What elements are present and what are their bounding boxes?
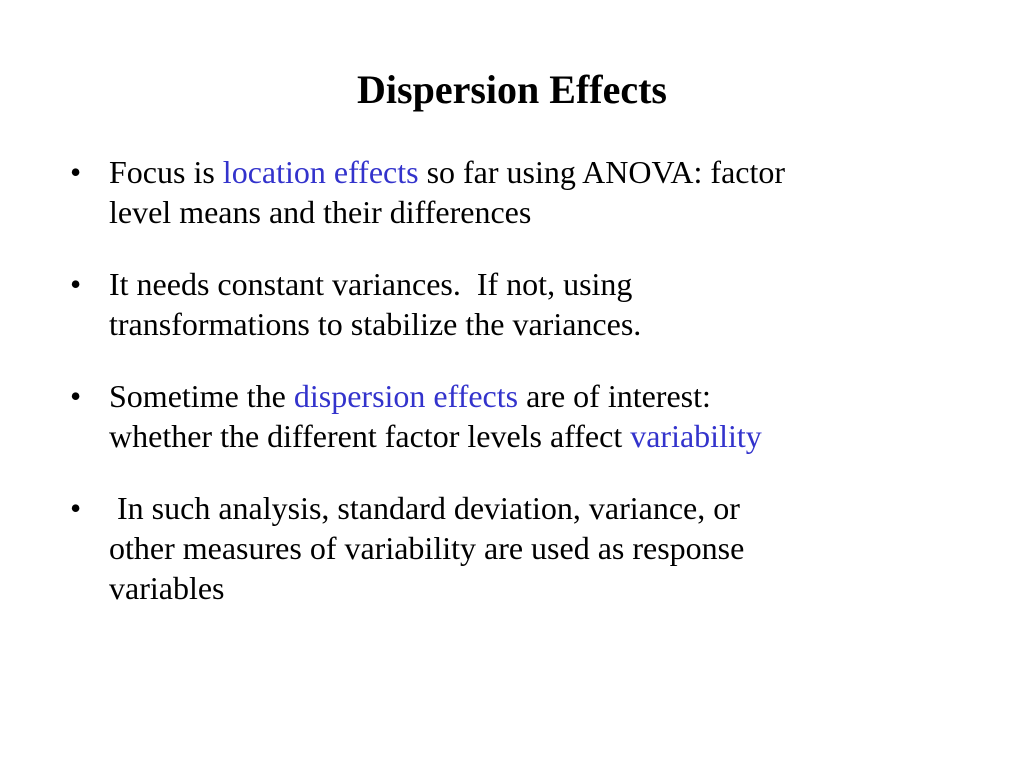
text-span: Sometime the (109, 378, 294, 414)
bullet-icon: • (70, 378, 82, 414)
text-span: so far using ANOVA: factor (418, 154, 786, 190)
bullet-line (109, 152, 970, 192)
bullet-icon: • (70, 490, 82, 526)
bullet-line: other measures of variability are used as response (109, 530, 745, 566)
bullet-line: In such analysis, standard deviation, variance, or (109, 490, 740, 526)
bullet-line (109, 416, 970, 456)
bullet-list (70, 152, 970, 608)
bullet-item-constant-variances (70, 264, 970, 344)
highlight-term: dispersion effects (293, 378, 519, 414)
text-span: are of interest: (518, 378, 711, 414)
bullet-item-dispersion-effects (70, 376, 970, 456)
highlight-term: variability (630, 418, 762, 454)
bullet-line: transformations to stabilize the variances. (109, 306, 642, 342)
bullet-icon: • (70, 154, 82, 190)
bullet-line (109, 376, 970, 416)
bullet-icon: • (70, 266, 82, 302)
slide-title: Dispersion Effects (357, 67, 667, 112)
highlight-term: location effects (222, 154, 419, 190)
bullet-line: variables (109, 570, 225, 606)
bullet-line: level means and their differences (109, 194, 532, 230)
text-span: whether the different factor levels affect (109, 418, 631, 454)
text-span: Focus is (109, 154, 223, 190)
bullet-line: It needs constant variances. If not, using (109, 266, 633, 302)
bullet-item-response-variables (70, 488, 970, 608)
bullet-item-location-effects (70, 152, 970, 232)
